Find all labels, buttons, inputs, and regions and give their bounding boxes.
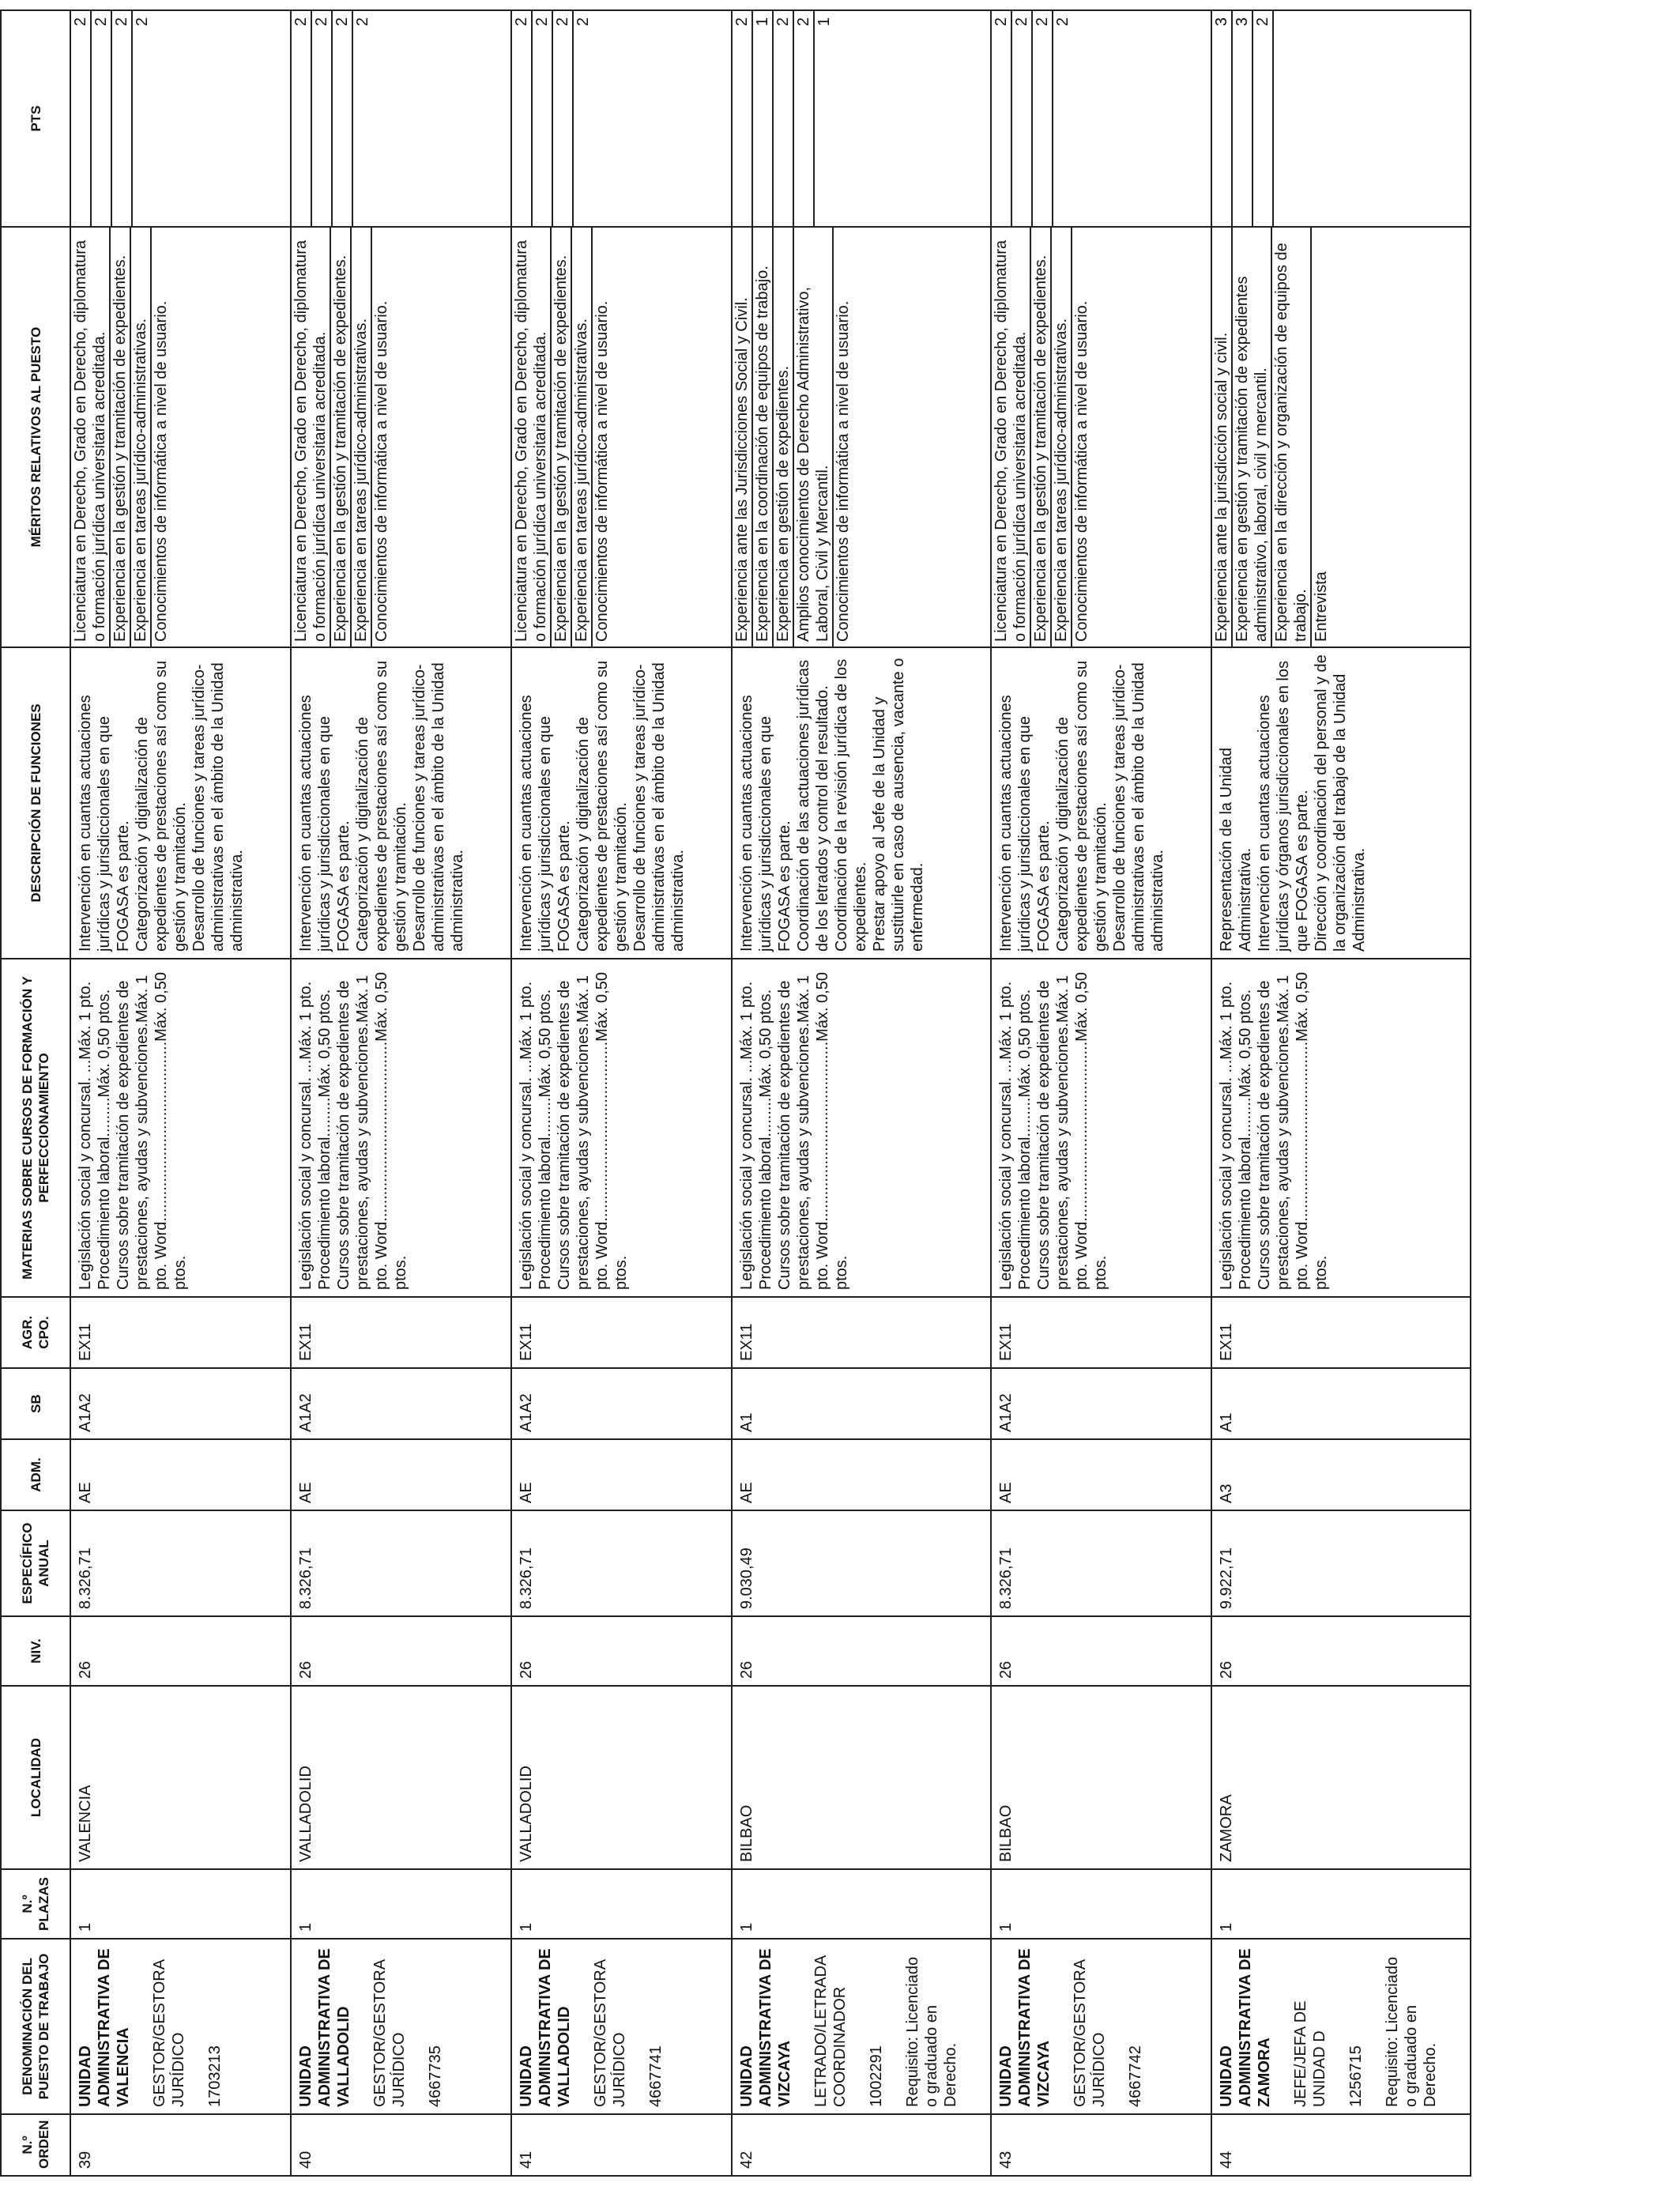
cell-especifico (1211, 1510, 1471, 1616)
cell-materias (732, 959, 991, 1297)
points-value: 1 (813, 11, 834, 226)
merit-item: Experiencia en la gestión y tramitación de expedientes. (1030, 228, 1050, 647)
cell-orden (991, 2114, 1211, 2176)
function-item: Categorización y digitalización de expedientes de prestaciones así como su gestión y tramitación. (134, 661, 189, 952)
points-value: 2 (552, 11, 572, 226)
merit-item: Experiencia en la gestión y tramitación de expedientes. (330, 228, 350, 647)
nivel-value: 26 (297, 1661, 315, 1679)
table-row (991, 10, 1211, 2176)
merit-item: Experiencia ante las Jurisdicciones Social y Civil. (733, 297, 751, 642)
function-item: Intervención en cuantas actuaciones jurídicas y jurisdiccionales en que FOGASA es parte. (738, 695, 794, 952)
cell-funciones (291, 647, 511, 959)
cell-plazas (1211, 1869, 1471, 1939)
especifico-value: 9.922,71 (1218, 1547, 1236, 1609)
points-value: 2 (733, 17, 751, 27)
function-item: Categorización y digitalización de expedientes de prestaciones así como su gestión y tramitación. (574, 661, 631, 952)
agr-value: EX11 (738, 1323, 756, 1361)
cell-especifico (511, 1510, 732, 1616)
cell-pts (511, 10, 732, 227)
table-row (291, 10, 511, 2176)
cell-denominacion (732, 1939, 991, 2114)
cell-pts (732, 10, 991, 227)
cell-nivel (291, 1616, 511, 1686)
header-materias: MATERIAS SOBRE CURSOS DE FORMACIÓN Y PERFECCIONAMIENTO (1, 959, 70, 1297)
header-localidad: LOCALIDAD (1, 1686, 70, 1869)
sb-value: A1A2 (297, 1393, 315, 1432)
cell-adm (291, 1439, 511, 1510)
cell-sb (1211, 1368, 1471, 1439)
merit-item: Experiencia en la coordinación de equipos de trabajo. (751, 228, 772, 647)
cell-pts (70, 10, 291, 227)
cell-adm (732, 1439, 991, 1510)
header-pts: PTS (1, 10, 70, 227)
position-requirement: Requisito: Licenciado o graduado en Derecho. (904, 1956, 960, 2107)
materias-text: Legislación social y concursal. ...Máx. 1 pto. Procedimiento laboral.........Máx. 0,50 ptos. Cursos sobre tramitación de expedientes de prestaciones, ayudas y subvenciones.Máx. 1 pto. Word.........................................Máx. 0,50 ptos. (518, 972, 631, 1290)
merit-item: Experiencia en la gestión y tramitación de expedientes. (109, 228, 130, 647)
cell-plazas (991, 1869, 1211, 1939)
position-code: 1256715 (1347, 2045, 1365, 2107)
table-row (1211, 10, 1471, 2176)
cell-adm (1211, 1439, 1471, 1510)
points-value: 2 (531, 11, 552, 226)
cell-meritos (732, 227, 991, 647)
agr-value: EX11 (297, 1323, 315, 1361)
unit-name: UNIDAD ADMINISTRATIVA DE VIZCAYA (997, 1948, 1053, 2107)
localidad-value: ZAMORA (1218, 1794, 1236, 1862)
merit-item: Experiencia en gestión y tramitación de expedientes administrativo, laboral, civil y mercantil. (1231, 228, 1271, 647)
agr-value: EX11 (518, 1323, 536, 1361)
cell-sb (511, 1368, 732, 1439)
points-value (1272, 11, 1274, 226)
position-code: 1002291 (868, 2045, 886, 2107)
merit-item: Conocimientos de informática a nivel de usuario. (150, 228, 171, 647)
cell-especifico (70, 1510, 291, 1616)
cell-localidad (1211, 1686, 1471, 1869)
position-code: 1703213 (206, 2045, 224, 2107)
cell-especifico (291, 1510, 511, 1616)
merit-item: Experiencia en la gestión y tramitación de expedientes. (550, 228, 571, 647)
unit-name: UNIDAD ADMINISTRATIVA DE VIZCAYA (738, 1948, 794, 2107)
plazas-value: 1 (1218, 1922, 1236, 1932)
orden-value: 42 (738, 2151, 756, 2169)
header-especifico: ESPECÍFICO ANUAL (1, 1510, 70, 1616)
position-name: JEFE/JEFA DE UNIDAD D (1292, 2000, 1329, 2107)
cell-orden (1211, 2114, 1471, 2176)
header-funciones: DESCRIPCIÓN DE FUNCIONES (1, 647, 70, 959)
function-item: Desarrollo de funciones y tareas jurídico-administrativas en el ámbito de la Unidad administrativa. (631, 662, 687, 952)
cell-sb (732, 1368, 991, 1439)
cell-agr (511, 1297, 732, 1368)
table-row (732, 10, 991, 2176)
nivel-value: 26 (997, 1661, 1015, 1679)
materias-text: Legislación social y concursal. ...Máx. 1 pto. Procedimiento laboral.........Máx. 0,50 ptos. Cursos sobre tramitación de expedientes de prestaciones, ayudas y subvenciones.Máx. 1 pto. Word.........................................Máx. 0,50 ptos. (1218, 972, 1331, 1290)
unit-name: UNIDAD ADMINISTRATIVA DE VALENCIA (77, 1948, 132, 2107)
cell-pts (1211, 10, 1471, 227)
function-item: Desarrollo de funciones y tareas jurídico-administrativas en el ámbito de la Unidad administrativa. (1111, 662, 1167, 952)
plazas-value: 1 (738, 1922, 756, 1932)
localidad-value: BILBAO (997, 1804, 1015, 1862)
points-value: 2 (1052, 11, 1072, 226)
points-value: 2 (993, 17, 1011, 27)
points-value: 2 (311, 11, 331, 226)
cell-nivel (70, 1616, 291, 1686)
function-item: Coordinación de la revisión jurídica de los expedientes. (833, 658, 870, 952)
cell-orden (732, 2114, 991, 2176)
points-value: 2 (331, 11, 352, 226)
points-value: 1 (751, 11, 772, 226)
merit-item: Entrevista (1310, 228, 1331, 647)
cell-materias (991, 959, 1211, 1297)
cell-pts (991, 10, 1211, 227)
localidad-value: VALLADOLID (518, 1766, 536, 1862)
cell-adm (991, 1439, 1211, 1510)
function-item: Intervención en cuantas actuaciones jurídicas y jurisdiccionales en que FOGASA es parte. (997, 695, 1053, 952)
position-name: GESTOR/GESTORA JURÍDICO (1072, 1960, 1109, 2107)
cell-especifico (732, 1510, 991, 1616)
function-item: Representación de la Unidad Administrativa. (1218, 748, 1255, 952)
cell-nivel (511, 1616, 732, 1686)
unit-name: UNIDAD ADMINISTRATIVA DE VALLADOLID (297, 1948, 353, 2107)
orden-value: 41 (518, 2151, 536, 2169)
adm-value: AE (297, 1482, 315, 1503)
header-denominacion: DENOMINACIÓN DEL PUESTO DE TRABAJO (1, 1939, 70, 2114)
cell-meritos (291, 227, 511, 647)
cell-plazas (70, 1869, 291, 1939)
header-meritos: MÉRITOS RELATIVOS AL PUESTO (1, 227, 70, 647)
header-row (1, 10, 70, 2176)
orden-value: 43 (997, 2151, 1015, 2169)
cell-agr (70, 1297, 291, 1368)
merit-item: Conocimientos de informática a nivel de usuario. (371, 228, 391, 647)
cell-nivel (732, 1616, 991, 1686)
cell-especifico (991, 1510, 1211, 1616)
localidad-value: VALENCIA (77, 1785, 94, 1862)
cell-orden (511, 2114, 732, 2176)
plazas-value: 1 (297, 1922, 315, 1932)
function-item: Intervención en cuantas actuaciones jurídicas y órganos jurisdiccionales en los que FOGASA es parte. (1256, 661, 1312, 952)
header-adm: ADM. (1, 1439, 70, 1510)
cell-materias (291, 959, 511, 1297)
merit-item: Experiencia en tareas jurídico-administrativas. (571, 228, 591, 647)
header-nivel: NIV. (1, 1616, 70, 1686)
header-orden: N.º ORDEN (1, 2114, 70, 2176)
points-value: 2 (793, 11, 813, 226)
function-item: Desarrollo de funciones y tareas jurídico-administrativas en el ámbito de la Unidad administrativa. (411, 662, 467, 952)
especifico-value: 8.326,71 (77, 1547, 94, 1609)
points-value: 2 (352, 11, 372, 226)
unit-name: UNIDAD ADMINISTRATIVA DE ZAMORA (1218, 1948, 1274, 2107)
function-item: Intervención en cuantas actuaciones jurídicas y jurisdiccionales en que FOGASA es parte. (77, 695, 132, 952)
points-value: 2 (1252, 11, 1272, 226)
plazas-value: 1 (77, 1922, 94, 1932)
merit-item: Licenciatura en Derecho, Grado en Derecho, diplomatura o formación jurídica universitaria acreditada. (993, 239, 1030, 642)
points-value: 2 (72, 17, 89, 27)
orden-value: 40 (297, 2151, 315, 2169)
adm-value: AE (77, 1482, 94, 1503)
merit-item: Experiencia en tareas jurídico-administrativas. (350, 228, 371, 647)
cell-meritos (1211, 227, 1471, 647)
points-value: 2 (131, 11, 152, 226)
function-item: Prestar apoyo al Jefe de la Unidad y sustituirle en caso de ausencia, vacante o enfermedad. (871, 658, 927, 952)
position-code: 4667741 (647, 2045, 665, 2107)
especifico-value: 9.030,49 (738, 1547, 756, 1609)
cell-denominacion (291, 1939, 511, 2114)
unit-name: UNIDAD ADMINISTRATIVA DE VALLADOLID (518, 1948, 574, 2107)
cell-denominacion (70, 1939, 291, 2114)
localidad-value: BILBAO (738, 1804, 756, 1862)
points-value: 2 (1031, 11, 1052, 226)
cell-localidad (70, 1686, 291, 1869)
agr-value: EX11 (1218, 1323, 1236, 1361)
merit-item: Licenciatura en Derecho, Grado en Derecho, diplomatura o formación jurídica universitaria acreditada. (292, 239, 330, 642)
table-row (70, 10, 291, 2176)
merit-item: Licenciatura en Derecho, Grado en Derecho, diplomatura o formación jurídica universitaria acreditada. (72, 239, 108, 642)
merit-item: Conocimientos de informática a nivel de usuario. (832, 228, 853, 647)
cell-sb (291, 1368, 511, 1439)
function-item: Desarrollo de funciones y tareas jurídico-administrativas en el ámbito de la Unidad administrativa. (190, 662, 246, 952)
cell-denominacion (991, 1939, 1211, 2114)
points-value: 2 (572, 11, 593, 226)
cell-denominacion (1211, 1939, 1471, 2114)
positions-table (0, 9, 1471, 2177)
cell-funciones (70, 647, 291, 959)
plazas-value: 1 (997, 1922, 1015, 1932)
adm-value: A3 (1218, 1483, 1236, 1503)
cell-localidad (991, 1686, 1211, 1869)
points-value: 2 (111, 11, 131, 226)
merit-item: Experiencia en gestión de expedientes. (772, 228, 793, 647)
cell-agr (291, 1297, 511, 1368)
nivel-value: 26 (1218, 1661, 1236, 1679)
merit-item: Licenciatura en Derecho, Grado en Derecho, diplomatura o formación jurídica universitaria acreditada. (513, 239, 550, 642)
cell-meritos (70, 227, 291, 647)
materias-text: Legislación social y concursal. ...Máx. 1 pto. Procedimiento laboral.........Máx. 0,50 ptos. Cursos sobre tramitación de expedientes de prestaciones, ayudas y subvenciones.Máx. 1 pto. Word.........................................Máx. 0,50 ptos. (738, 972, 851, 1290)
cell-sb (70, 1368, 291, 1439)
cell-pts (291, 10, 511, 227)
position-name: LETRADO/LETRADA COORDINADOR (812, 1955, 849, 2107)
cell-plazas (511, 1869, 732, 1939)
cell-adm (70, 1439, 291, 1510)
function-item: Dirección y coordinación del personal y de la organización del trabajo de la Unidad Administrativa. (1313, 654, 1369, 952)
nivel-value: 26 (518, 1661, 536, 1679)
adm-value: AE (518, 1482, 536, 1503)
points-value: 2 (292, 17, 311, 27)
nivel-value: 26 (738, 1661, 756, 1679)
cell-agr (1211, 1297, 1471, 1368)
cell-funciones (1211, 647, 1471, 959)
cell-agr (991, 1297, 1211, 1368)
position-code: 4667735 (427, 2045, 445, 2107)
function-item: Categorización y digitalización de expedientes de prestaciones así como su gestión y tramitación. (1054, 661, 1110, 952)
especifico-value: 8.326,71 (297, 1547, 315, 1609)
position-code: 4667742 (1127, 2045, 1145, 2107)
merit-item: Conocimientos de informática a nivel de usuario. (1071, 228, 1091, 647)
cell-nivel (991, 1616, 1211, 1686)
cell-materias (70, 959, 291, 1297)
materias-text: Legislación social y concursal. ...Máx. 1 pto. Procedimiento laboral.........Máx. 0,50 ptos. Cursos sobre tramitación de expedientes de prestaciones, ayudas y subvenciones.Máx. 1 pto. Word.........................................Máx. 0,50 ptos. (997, 972, 1110, 1290)
cell-nivel (1211, 1616, 1471, 1686)
plazas-value: 1 (518, 1922, 536, 1932)
merit-item: Amplios conocimientos de Derecho Administrativo, Laboral, Civil y Mercantil. (793, 228, 832, 647)
points-value: 2 (1011, 11, 1031, 226)
adm-value: AE (997, 1482, 1015, 1503)
cell-funciones (511, 647, 732, 959)
cell-funciones (991, 647, 1211, 959)
header-plazas: N.º PLAZAS (1, 1869, 70, 1939)
points-value: 2 (772, 11, 793, 226)
sb-value: A1 (738, 1412, 756, 1432)
localidad-value: VALLADOLID (297, 1766, 315, 1862)
cell-plazas (732, 1869, 991, 1939)
header-agr: AGR. CPO. (1, 1297, 70, 1368)
materias-text: Legislación social y concursal. ...Máx. 1 pto. Procedimiento laboral.........Máx. 0,50 ptos. Cursos sobre tramitación de expedientes de prestaciones, ayudas y subvenciones.Máx. 1 pto. Word.........................................Máx. 0,50 ptos. (297, 972, 410, 1290)
cell-agr (732, 1297, 991, 1368)
cell-denominacion (511, 1939, 732, 2114)
sb-value: A1A2 (77, 1393, 94, 1432)
merit-item: Experiencia en tareas jurídico-administrativas. (1050, 228, 1071, 647)
points-value: 2 (90, 11, 111, 226)
agr-value: EX11 (997, 1323, 1015, 1361)
cell-meritos (991, 227, 1211, 647)
points-value: 3 (1213, 17, 1231, 27)
cell-meritos (511, 227, 732, 647)
sb-value: A1 (1218, 1412, 1236, 1432)
cell-localidad (511, 1686, 732, 1869)
especifico-value: 8.326,71 (518, 1547, 536, 1609)
cell-materias (511, 959, 732, 1297)
function-item: Categorización y digitalización de expedientes de prestaciones así como su gestión y tramitación. (354, 661, 410, 952)
sb-value: A1A2 (518, 1393, 536, 1432)
table-row (511, 10, 732, 2176)
cell-orden (291, 2114, 511, 2176)
cell-adm (511, 1439, 732, 1510)
function-item: Intervención en cuantas actuaciones jurídicas y jurisdiccionales en que FOGASA es parte. (518, 695, 574, 952)
merit-item: Conocimientos de informática a nivel de usuario. (591, 228, 612, 647)
position-name: GESTOR/GESTORA JURÍDICO (592, 1960, 629, 2107)
orden-value: 44 (1218, 2151, 1236, 2169)
function-item: Coordinación de las actuaciones jurídicas de los letrados y control del resultado. (795, 659, 832, 952)
merit-item: Experiencia ante la jurisdicción social y civil. (1213, 332, 1231, 642)
points-value: 3 (1231, 11, 1252, 226)
materias-text: Legislación social y concursal. ...Máx. 1 pto. Procedimiento laboral.........Máx. 0,50 ptos. Cursos sobre tramitación de expedientes de prestaciones, ayudas y subvenciones.Máx. 1 pto. Word.........................................Máx. 0,50 ptos. (77, 972, 189, 1290)
agr-value: EX11 (77, 1323, 94, 1361)
cell-plazas (291, 1869, 511, 1939)
merit-item: Experiencia en tareas jurídico-administrativas. (130, 228, 150, 647)
cell-localidad (291, 1686, 511, 1869)
cell-funciones (732, 647, 991, 959)
header-sb: SB (1, 1368, 70, 1439)
merit-item: Experiencia en la dirección y organización de equipos de trabajo. (1271, 228, 1310, 647)
position-name: GESTOR/GESTORA JURÍDICO (151, 1960, 187, 2107)
position-requirement: Requisito: Licenciado o graduado en Derecho. (1384, 1956, 1440, 2107)
especifico-value: 8.326,71 (997, 1547, 1015, 1609)
cell-localidad (732, 1686, 991, 1869)
adm-value: AE (738, 1482, 756, 1503)
position-name: GESTOR/GESTORA JURÍDICO (371, 1960, 409, 2107)
table-body (70, 10, 1471, 2176)
orden-value: 39 (77, 2151, 94, 2169)
cell-sb (991, 1368, 1211, 1439)
nivel-value: 26 (77, 1661, 94, 1679)
cell-orden (70, 2114, 291, 2176)
cell-materias (1211, 959, 1471, 1297)
function-item: Intervención en cuantas actuaciones jurídicas y jurisdiccionales en que FOGASA es parte. (297, 695, 353, 952)
points-value: 2 (513, 17, 531, 27)
sb-value: A1A2 (997, 1393, 1015, 1432)
